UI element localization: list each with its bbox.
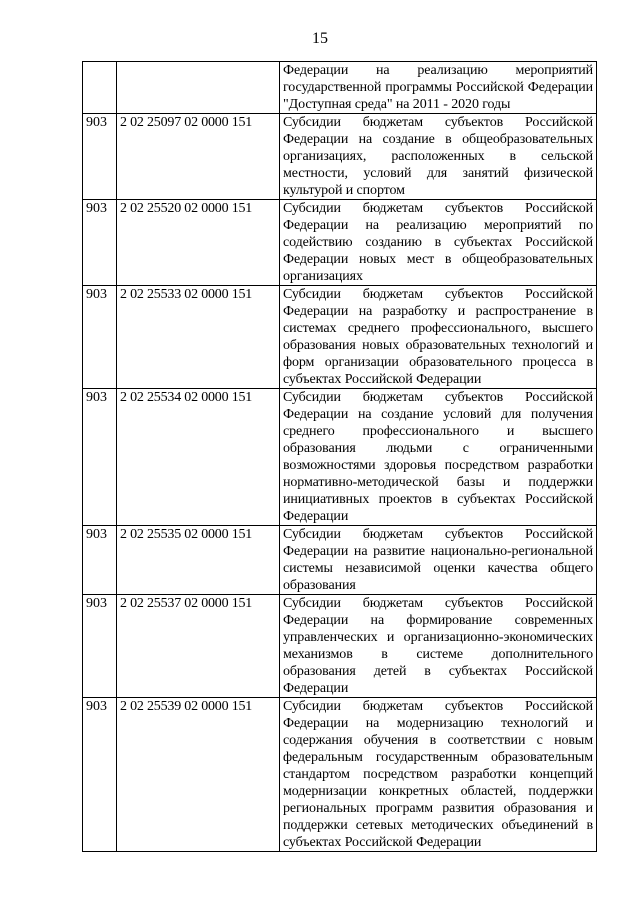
description-cell: Субсидии бюджетам субъектов Российской Федерации на развитие национально-региональной системы независимой оценки качества общего образования [280,526,597,595]
description-cell: Субсидии бюджетам субъектов Российской Федерации на разработку и распространение в системах среднего профессионального, высшего образования новых образовательных технологий и форм организации образовательного процесса в субъектах Российской Федерации [280,286,597,389]
budget-code-cell: 2 02 25520 02 0000 151 [117,200,280,286]
admin-code-cell: 903 [83,698,117,852]
page-number: 15 [312,30,328,47]
table-row [83,286,597,389]
description-cell: Субсидии бюджетам субъектов Российской Федерации на модернизацию технологий и содержания обучения в соответствии с новым федеральным государственным образовательным стандартом посредством разработки концепций модернизации конкретных областей, поддержки региональных программ развития образования и поддержки сетевых методических объединений в субъектах Российской Федерации [280,698,597,852]
description-cell: Субсидии бюджетам субъектов Российской Федерации на создание условий для получения среднего профессионального и высшего образования людьми с ограниченными возможностями здоровья посредством разработки нормативно-методической базы и поддержки инициативных проектов в субъектах Российской Федерации [280,389,597,526]
budget-code-cell [117,62,280,114]
admin-code-cell: 903 [83,200,117,286]
table-row [83,62,597,114]
table-row [83,526,597,595]
admin-code-cell: 903 [83,286,117,389]
table-row [83,698,597,852]
budget-code-cell: 2 02 25533 02 0000 151 [117,286,280,389]
budget-codes-table [82,61,597,852]
admin-code-cell: 903 [83,114,117,200]
description-cell: Субсидии бюджетам субъектов Российской Федерации на формирование современных управленческих и организационно-экономических механизмов в системе дополнительного образования детей в субъектах Российской Федерации [280,595,597,698]
description-cell: Федерации на реализацию мероприятий государственной программы Российской Федерации "Доступная среда" на 2011 - 2020 годы [280,62,597,114]
admin-code-cell: 903 [83,595,117,698]
budget-code-cell: 2 02 25534 02 0000 151 [117,389,280,526]
table-row [83,595,597,698]
admin-code-cell: 903 [83,389,117,526]
table-row [83,389,597,526]
admin-code-cell [83,62,117,114]
budget-code-cell: 2 02 25535 02 0000 151 [117,526,280,595]
budget-code-cell: 2 02 25539 02 0000 151 [117,698,280,852]
budget-code-cell: 2 02 25097 02 0000 151 [117,114,280,200]
description-cell: Субсидии бюджетам субъектов Российской Федерации на создание в общеобразовательных организациях, расположенных в сельской местности, условий для занятий физической культурой и спортом [280,114,597,200]
table-row [83,114,597,200]
table-row [83,200,597,286]
admin-code-cell: 903 [83,526,117,595]
description-cell: Субсидии бюджетам субъектов Российской Федерации на реализацию мероприятий по содействию созданию в субъектах Российской Федерации новых мест в общеобразовательных организациях [280,200,597,286]
budget-code-cell: 2 02 25537 02 0000 151 [117,595,280,698]
